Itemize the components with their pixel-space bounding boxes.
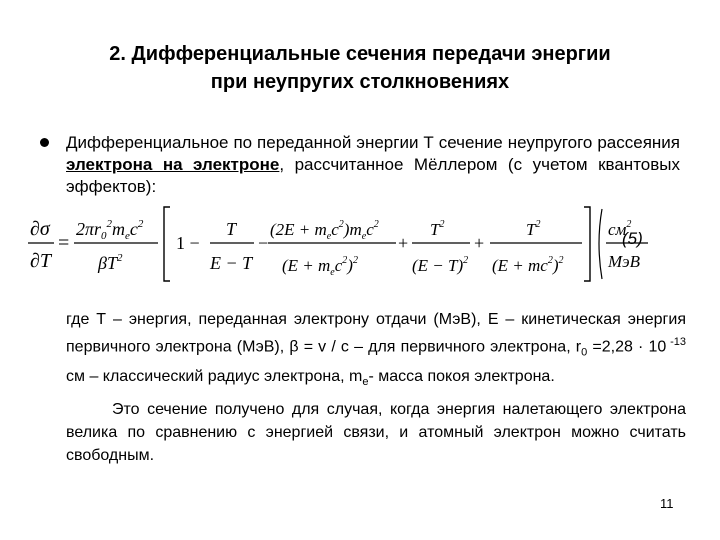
formula-svg — [26, 205, 641, 285]
definitions-text-2: см – классический радиус электрона, m — [66, 367, 363, 385]
bullet-underlined: электрона на электроне — [66, 155, 280, 174]
title-line-1: 2. Дифференциальные сечения передачи энергии — [109, 43, 611, 65]
lhs-denominator: ∂T — [30, 250, 52, 272]
f2-denominator: $(E + m_ec^2)^2$ — [282, 255, 358, 278]
prefactor-denominator: $\beta T^2$ — [98, 252, 123, 273]
bullet-part-1: Дифференциальное по переданной энергии Т сечение неупругого рассеяния — [66, 133, 680, 152]
one-minus: 1 − — [176, 233, 200, 253]
plus-sign-1: + — [398, 233, 409, 253]
me-subscript: e — [362, 375, 369, 388]
bullet-text — [66, 132, 680, 198]
definitions-text-3: - масса покоя электрона. — [368, 367, 555, 385]
f1-numerator: T — [226, 219, 237, 239]
note-paragraph — [66, 398, 686, 467]
bullet-part-2: , рассчитанное Мёллером (с учетом квантовых эффектов): — [66, 155, 680, 196]
r0-value: =2,28 · 10 — [587, 338, 667, 356]
f2-numerator: $(2E + m_ec^2)m_ec^2$ — [270, 219, 379, 242]
moller-formula — [26, 205, 696, 285]
units-left-paren — [599, 209, 602, 279]
title-line-2: при неупругих столкновениях — [210, 71, 510, 93]
equation-number: (5) — [622, 229, 643, 248]
plus-sign-2: + — [474, 233, 485, 253]
minus-sign: − — [258, 233, 269, 253]
units-numerator: $см^2$ — [608, 219, 632, 239]
units-denominator: МэВ — [608, 252, 641, 271]
page-number: 11 — [660, 496, 674, 511]
definitions-text: где Т – энергия, переданная электрону отдачи (МэВ), Е – кинетическая энергия первичного электрона (МэВ), β = v / c – для первичного электрона, r — [66, 311, 686, 356]
left-bracket — [164, 207, 170, 281]
f3-numerator: $T^2$ — [430, 219, 445, 239]
right-bracket — [584, 207, 590, 281]
r0-exponent: -13 — [666, 336, 686, 348]
slide-title — [40, 40, 680, 96]
definitions-paragraph — [66, 308, 686, 394]
note-text: Это сечение получено для случая, когда энергия налетающего электрона велика по сравнению с энергией связи, и атомный электрон можно считать свободным. — [66, 401, 686, 464]
f4-denominator: $(E + mc^2)^2$ — [492, 255, 564, 275]
bullet-dot-icon — [40, 138, 49, 147]
equals-sign: = — [58, 232, 70, 254]
f4-numerator: $T^2$ — [526, 219, 541, 239]
lhs-numerator: ∂σ — [30, 218, 50, 240]
bullet-item — [40, 132, 680, 198]
f3-denominator: $(E - T)^2$ — [412, 255, 469, 275]
prefactor-numerator: $2\pi r_0^2m_ec^2$ — [76, 218, 144, 242]
f1-denominator: E − T — [210, 253, 253, 273]
r0-subscript: 0 — [581, 346, 588, 359]
